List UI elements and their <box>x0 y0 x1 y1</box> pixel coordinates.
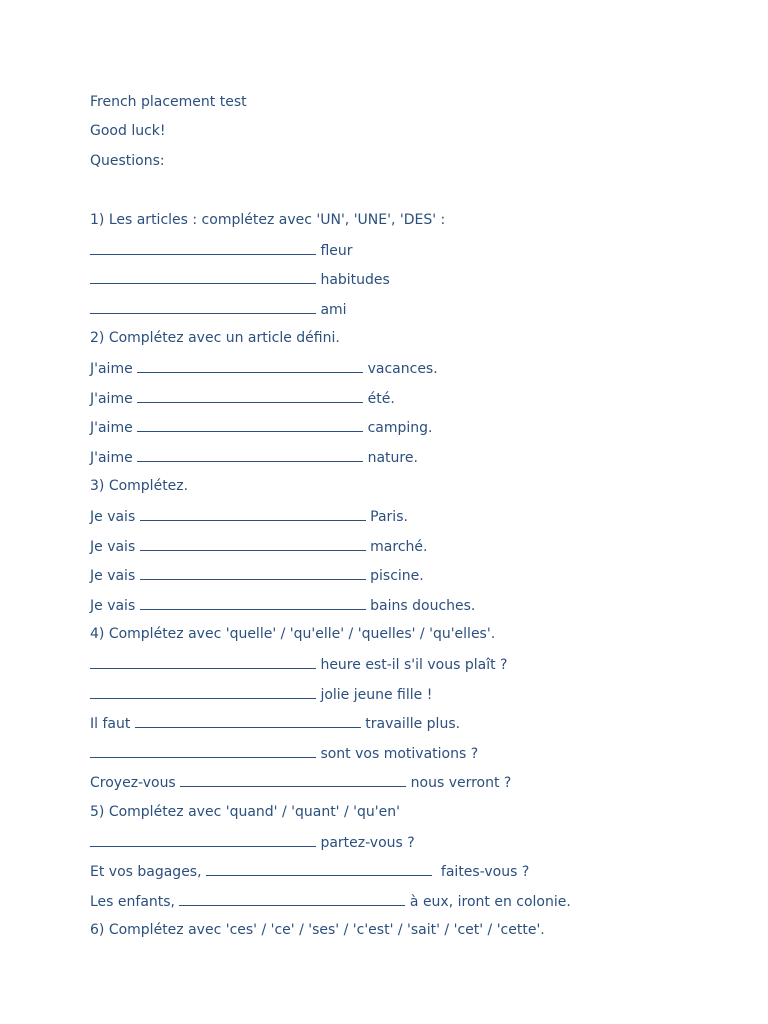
exercise-item <box>90 892 571 910</box>
answer-blank[interactable] <box>90 300 316 314</box>
exercise-item <box>90 744 478 762</box>
question-heading: 2) Complétez avec un article défini. <box>90 330 340 347</box>
answer-blank[interactable] <box>140 507 366 521</box>
item-prefix: Je vais <box>90 597 140 614</box>
item-suffix: ami <box>316 301 347 318</box>
item-suffix: jolie jeune fille ! <box>316 686 433 703</box>
exercise-item <box>90 566 424 584</box>
answer-blank[interactable] <box>179 892 405 906</box>
answer-blank[interactable] <box>137 359 363 373</box>
item-suffix: partez-vous ? <box>316 834 415 851</box>
item-suffix: sont vos motivations ? <box>316 745 479 762</box>
item-prefix: J'aime <box>90 361 138 377</box>
question-heading: 3) Complétez. <box>90 478 189 495</box>
item-prefix: Il faut <box>90 716 135 733</box>
answer-blank[interactable] <box>180 773 406 787</box>
item-prefix: Je vais <box>90 568 140 585</box>
item-suffix: bains douches. <box>365 597 476 614</box>
question-heading: 5) Complétez avec 'quand' / 'quant' / 'qu'en' <box>90 804 400 820</box>
item-suffix: marché. <box>365 538 428 555</box>
item-prefix: Les enfants, <box>90 893 180 910</box>
answer-blank[interactable] <box>90 685 316 699</box>
item-suffix: habitudes <box>316 272 390 289</box>
exercise-item <box>90 448 418 466</box>
exercise-item <box>90 241 353 259</box>
document-title: French placement test <box>90 94 247 110</box>
item-prefix: Je vais <box>90 538 140 555</box>
answer-blank[interactable] <box>140 537 366 551</box>
item-suffix: à eux, iront en colonie. <box>405 893 571 910</box>
exercise-item <box>90 537 427 555</box>
item-prefix: Et vos bagages, <box>90 864 207 881</box>
item-suffix: nous verront ? <box>406 775 512 792</box>
exercise-item <box>90 685 432 703</box>
item-prefix: Croyez-vous <box>90 775 181 792</box>
item-suffix: fleur <box>316 242 353 259</box>
answer-blank[interactable] <box>135 714 361 728</box>
answer-blank[interactable] <box>90 270 316 284</box>
item-suffix: Paris. <box>365 509 408 525</box>
exercise-item <box>90 773 511 791</box>
exercise-item <box>90 714 460 732</box>
exercise-item <box>90 359 438 377</box>
exercise-item <box>90 300 347 318</box>
exercise-item <box>90 389 395 407</box>
answer-blank[interactable] <box>140 596 366 610</box>
item-suffix: heure est-il s'il vous plaît ? <box>316 657 508 673</box>
exercise-item <box>90 655 507 673</box>
item-suffix: camping. <box>363 420 433 437</box>
item-prefix: J'aime <box>90 449 138 466</box>
item-suffix: piscine. <box>365 568 424 585</box>
item-prefix: Je vais <box>90 509 140 525</box>
exercise-item <box>90 418 433 436</box>
item-prefix: J'aime <box>90 390 138 407</box>
answer-blank[interactable] <box>137 448 363 462</box>
answer-blank[interactable] <box>137 389 363 403</box>
question-heading: 1) Les articles : complétez avec 'UN', 'UNE', 'DES' : <box>90 212 446 228</box>
question-heading: 6) Complétez avec 'ces' / 'ce' / 'ses' / 'c'est' / 'sait' / 'cet' / 'cette'. <box>90 922 545 939</box>
questions-label: Questions: <box>90 153 165 169</box>
question-heading: 4) Complétez avec 'quelle' / 'qu'elle' / 'quelles' / 'qu'elles'. <box>90 626 496 643</box>
answer-blank[interactable] <box>137 418 363 432</box>
item-prefix: J'aime <box>90 420 138 437</box>
answer-blank[interactable] <box>140 566 366 580</box>
answer-blank[interactable] <box>206 862 432 876</box>
exercise-item <box>90 833 415 851</box>
exercise-item <box>90 596 475 614</box>
item-suffix: travaille plus. <box>360 716 461 733</box>
answer-blank[interactable] <box>90 833 316 847</box>
exercise-item <box>90 507 408 525</box>
exercise-item <box>90 862 529 880</box>
item-suffix: vacances. <box>363 361 438 377</box>
answer-blank[interactable] <box>90 655 316 669</box>
answer-blank[interactable] <box>90 241 316 255</box>
item-suffix: nature. <box>363 449 418 466</box>
answer-blank[interactable] <box>90 744 316 758</box>
item-suffix: faites-vous ? <box>432 864 530 881</box>
greeting-text: Good luck! <box>90 123 166 139</box>
exercise-item <box>90 270 390 288</box>
item-suffix: été. <box>363 390 395 407</box>
